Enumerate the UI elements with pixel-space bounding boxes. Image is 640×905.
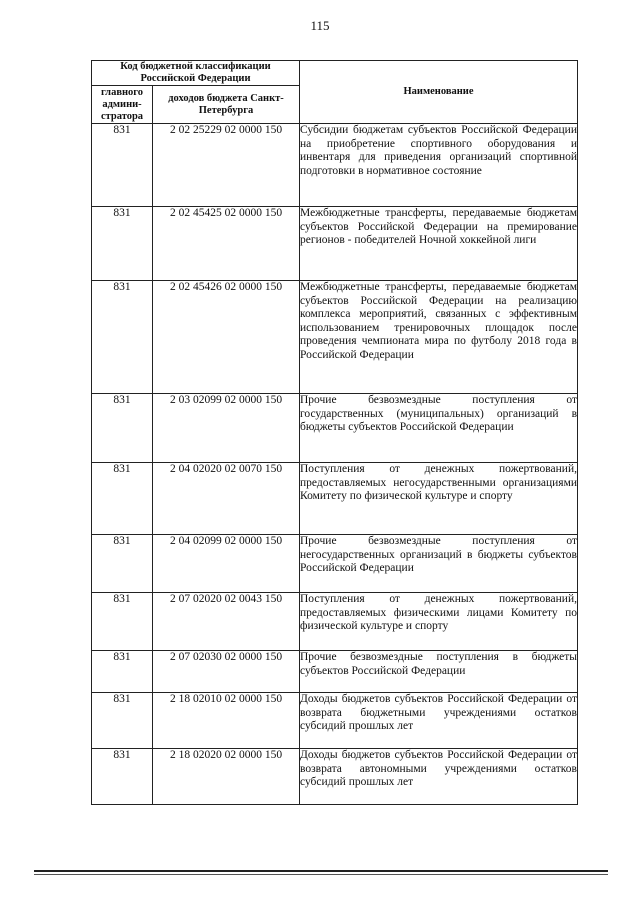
name-cell: Поступления от денежных пожертвований, предоставляемых физическими лицами Комитету по физической культуре и спорту [300,593,578,651]
revenue-code-cell: 2 03 02099 02 0000 150 [153,394,300,463]
table-row [92,535,578,593]
admin-code-cell: 831 [92,535,153,593]
budget-classification-table [91,60,578,805]
name-cell: Прочие безвозмездные поступления в бюджеты субъектов Российской Федерации [300,651,578,693]
table-row [92,207,578,281]
admin-code-cell: 831 [92,749,153,805]
revenue-code-cell: 2 07 02030 02 0000 150 [153,651,300,693]
name-cell: Доходы бюджетов субъектов Российской Федерации от возврата бюджетными учреждениями остатков субсидий прошлых лет [300,693,578,749]
admin-code-cell: 831 [92,651,153,693]
admin-code-cell: 831 [92,394,153,463]
admin-code-cell: 831 [92,207,153,281]
table-row [92,281,578,394]
table-row [92,693,578,749]
revenue-code-cell: 2 07 02020 02 0043 150 [153,593,300,651]
revenue-code-cell: 2 02 25229 02 0000 150 [153,124,300,207]
table-row [92,749,578,805]
table-row [92,124,578,207]
admin-code-cell: 831 [92,693,153,749]
header-name: Наименование [300,61,578,124]
header-code-group: Код бюджетной классификации Российской Федерации [92,61,300,86]
revenue-code-cell: 2 04 02099 02 0000 150 [153,535,300,593]
table-row [92,394,578,463]
admin-code-cell: 831 [92,593,153,651]
table-row [92,593,578,651]
footer-rule-thin [34,874,608,875]
header-revenue: доходов бюджета Санкт-Петербурга [153,86,300,124]
admin-code-cell: 831 [92,124,153,207]
revenue-code-cell: 2 18 02010 02 0000 150 [153,693,300,749]
revenue-code-cell: 2 04 02020 02 0070 150 [153,463,300,535]
table-row [92,463,578,535]
revenue-code-cell: 2 02 45426 02 0000 150 [153,281,300,394]
name-cell: Прочие безвозмездные поступления от негосударственных организаций в бюджеты субъектов Российской Федерации [300,535,578,593]
page-number: 115 [310,18,330,33]
revenue-code-cell: 2 02 45425 02 0000 150 [153,207,300,281]
table-row [92,651,578,693]
admin-code-cell: 831 [92,281,153,394]
footer-rule [34,870,608,872]
name-cell: Межбюджетные трансферты, передаваемые бюджетам субъектов Российской Федерации на реализацию комплекса мероприятий, связанных с эффективным использованием тренировочных площадок после проведения чемпионата мира по футболу 2018 года в Российской Федерации [300,281,578,394]
name-cell: Субсидии бюджетам субъектов Российской Федерации на приобретение спортивного оборудования и инвентаря для приведения организаций спортивной подготовки в нормативное состояние [300,124,578,207]
name-cell: Межбюджетные трансферты, передаваемые бюджетам субъектов Российской Федерации на премирование регионов - победителей Ночной хоккейной лиги [300,207,578,281]
header-admin: главного админи-стратора [92,86,153,124]
name-cell: Поступления от денежных пожертвований, предоставляемых негосударственными организациями Комитету по физической культуре и спорту [300,463,578,535]
name-cell: Доходы бюджетов субъектов Российской Федерации от возврата автономными учреждениями остатков субсидий прошлых лет [300,749,578,805]
name-cell: Прочие безвозмездные поступления от государственных (муниципальных) организаций в бюджеты субъектов Российской Федерации [300,394,578,463]
revenue-code-cell: 2 18 02020 02 0000 150 [153,749,300,805]
admin-code-cell: 831 [92,463,153,535]
